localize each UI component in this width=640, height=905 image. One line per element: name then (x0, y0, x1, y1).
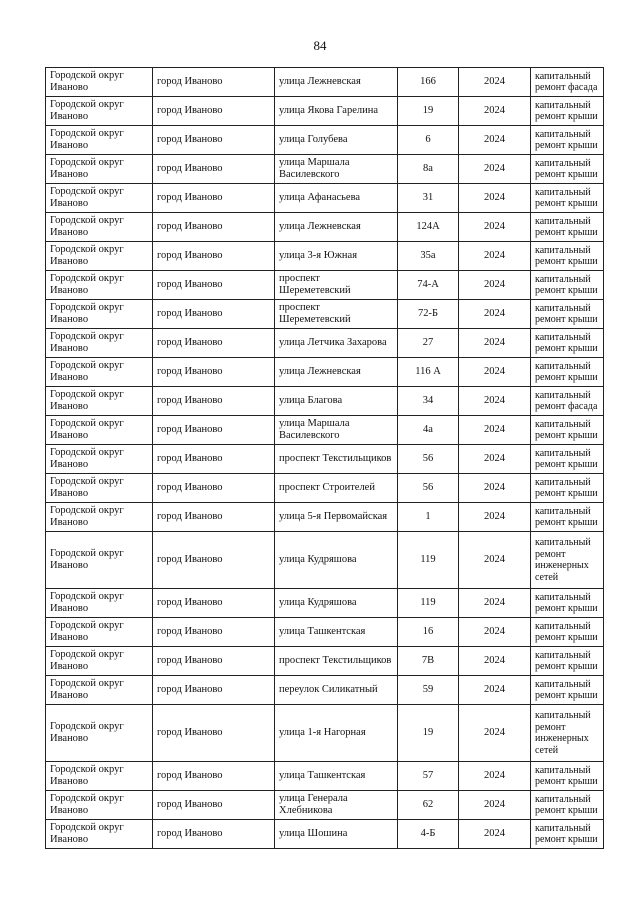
house-number-cell: 74-А (398, 271, 459, 300)
district-cell: Городской округ Иваново (46, 242, 153, 271)
house-number-cell: 19 (398, 705, 459, 762)
work-type-cell: капитальный ремонт крыши (531, 474, 604, 503)
year-cell: 2024 (459, 647, 531, 676)
house-number-cell: 34 (398, 387, 459, 416)
street-cell: улица Кудряшова (275, 589, 398, 618)
work-type-cell: капитальный ремонт крыши (531, 97, 604, 126)
table-row (46, 329, 604, 358)
street-cell: улица Кудряшова (275, 532, 398, 589)
year-cell: 2024 (459, 791, 531, 820)
work-type-cell: капитальный ремонт крыши (531, 762, 604, 791)
district-cell: Городской округ Иваново (46, 387, 153, 416)
year-cell: 2024 (459, 68, 531, 97)
work-type-cell: капитальный ремонт крыши (531, 184, 604, 213)
work-type-cell: капитальный ремонт крыши (531, 242, 604, 271)
table-row (46, 387, 604, 416)
house-number-cell: 19 (398, 97, 459, 126)
street-cell: улица Якова Гарелина (275, 97, 398, 126)
district-cell: Городской округ Иваново (46, 184, 153, 213)
table-row (46, 416, 604, 445)
city-cell: город Иваново (153, 676, 275, 705)
year-cell: 2024 (459, 820, 531, 849)
district-cell: Городской округ Иваново (46, 618, 153, 647)
house-number-cell: 56 (398, 445, 459, 474)
city-cell: город Иваново (153, 97, 275, 126)
street-cell: улица Лежневская (275, 358, 398, 387)
city-cell: город Иваново (153, 618, 275, 647)
street-cell: улица Маршала Василевского (275, 416, 398, 445)
house-number-cell: 56 (398, 474, 459, 503)
work-type-cell: капитальный ремонт крыши (531, 647, 604, 676)
table-row (46, 647, 604, 676)
district-cell: Городской округ Иваново (46, 589, 153, 618)
year-cell: 2024 (459, 213, 531, 242)
table-row (46, 589, 604, 618)
district-cell: Городской округ Иваново (46, 532, 153, 589)
table-row (46, 618, 604, 647)
year-cell: 2024 (459, 329, 531, 358)
year-cell: 2024 (459, 503, 531, 532)
house-number-cell: 119 (398, 589, 459, 618)
street-cell: улица Благова (275, 387, 398, 416)
work-type-cell: капитальный ремонт крыши (531, 126, 604, 155)
district-cell: Городской округ Иваново (46, 705, 153, 762)
city-cell: город Иваново (153, 271, 275, 300)
city-cell: город Иваново (153, 329, 275, 358)
district-cell: Городской округ Иваново (46, 271, 153, 300)
year-cell: 2024 (459, 676, 531, 705)
district-cell: Городской округ Иваново (46, 445, 153, 474)
city-cell: город Иваново (153, 820, 275, 849)
year-cell: 2024 (459, 387, 531, 416)
year-cell: 2024 (459, 705, 531, 762)
district-cell: Городской округ Иваново (46, 213, 153, 242)
work-type-cell: капитальный ремонт крыши (531, 820, 604, 849)
district-cell: Городской округ Иваново (46, 155, 153, 184)
street-cell: улица 1-я Нагорная (275, 705, 398, 762)
street-cell: улица Генерала Хлебникова (275, 791, 398, 820)
work-type-cell: капитальный ремонт крыши (531, 300, 604, 329)
city-cell: город Иваново (153, 68, 275, 97)
work-type-cell: капитальный ремонт крыши (531, 676, 604, 705)
street-cell: улица Маршала Василевского (275, 155, 398, 184)
street-cell: улица Лежневская (275, 68, 398, 97)
work-type-cell: капитальный ремонт крыши (531, 445, 604, 474)
city-cell: город Иваново (153, 647, 275, 676)
table-row (46, 271, 604, 300)
year-cell: 2024 (459, 532, 531, 589)
work-type-cell: капитальный ремонт крыши (531, 416, 604, 445)
street-cell: улица Голубева (275, 126, 398, 155)
year-cell: 2024 (459, 589, 531, 618)
work-type-cell: капитальный ремонт крыши (531, 213, 604, 242)
work-type-cell: капитальный ремонт фасада (531, 68, 604, 97)
table-row (46, 300, 604, 329)
work-type-cell: капитальный ремонт крыши (531, 358, 604, 387)
city-cell: город Иваново (153, 358, 275, 387)
street-cell: проспект Текстильщиков (275, 647, 398, 676)
year-cell: 2024 (459, 474, 531, 503)
district-cell: Городской округ Иваново (46, 820, 153, 849)
city-cell: город Иваново (153, 705, 275, 762)
table-row (46, 213, 604, 242)
district-cell: Городской округ Иваново (46, 503, 153, 532)
table-row (46, 155, 604, 184)
district-cell: Городской округ Иваново (46, 676, 153, 705)
house-number-cell: 166 (398, 68, 459, 97)
house-number-cell: 116 А (398, 358, 459, 387)
street-cell: улица 5-я Первомайская (275, 503, 398, 532)
table-row (46, 68, 604, 97)
city-cell: город Иваново (153, 126, 275, 155)
table-row (46, 242, 604, 271)
city-cell: город Иваново (153, 791, 275, 820)
district-cell: Городской округ Иваново (46, 474, 153, 503)
district-cell: Городской округ Иваново (46, 329, 153, 358)
street-cell: проспект Текстильщиков (275, 445, 398, 474)
year-cell: 2024 (459, 416, 531, 445)
year-cell: 2024 (459, 300, 531, 329)
table-row (46, 97, 604, 126)
street-cell: переулок Силикатный (275, 676, 398, 705)
work-type-cell: капитальный ремонт крыши (531, 503, 604, 532)
city-cell: город Иваново (153, 213, 275, 242)
city-cell: город Иваново (153, 762, 275, 791)
year-cell: 2024 (459, 358, 531, 387)
city-cell: город Иваново (153, 445, 275, 474)
year-cell: 2024 (459, 184, 531, 213)
street-cell: улица 3-я Южная (275, 242, 398, 271)
street-cell: улица Летчика Захарова (275, 329, 398, 358)
house-number-cell: 4-Б (398, 820, 459, 849)
work-type-cell: капитальный ремонт крыши (531, 329, 604, 358)
house-number-cell: 8а (398, 155, 459, 184)
street-cell: проспект Строителей (275, 474, 398, 503)
work-type-cell: капитальный ремонт крыши (531, 791, 604, 820)
table-row (46, 532, 604, 589)
city-cell: город Иваново (153, 387, 275, 416)
year-cell: 2024 (459, 97, 531, 126)
city-cell: город Иваново (153, 155, 275, 184)
year-cell: 2024 (459, 762, 531, 791)
buildings-table (45, 67, 604, 849)
year-cell: 2024 (459, 445, 531, 474)
work-type-cell: капитальный ремонт крыши (531, 589, 604, 618)
year-cell: 2024 (459, 618, 531, 647)
table-row (46, 474, 604, 503)
work-type-cell: капитальный ремонт крыши (531, 271, 604, 300)
year-cell: 2024 (459, 155, 531, 184)
house-number-cell: 7В (398, 647, 459, 676)
house-number-cell: 35а (398, 242, 459, 271)
table-row (46, 126, 604, 155)
house-number-cell: 59 (398, 676, 459, 705)
table-row (46, 445, 604, 474)
city-cell: город Иваново (153, 242, 275, 271)
district-cell: Городской округ Иваново (46, 647, 153, 676)
work-type-cell: капитальный ремонт инженерных сетей (531, 705, 604, 762)
street-cell: улица Лежневская (275, 213, 398, 242)
house-number-cell: 31 (398, 184, 459, 213)
table-row (46, 503, 604, 532)
table-row (46, 184, 604, 213)
city-cell: город Иваново (153, 416, 275, 445)
house-number-cell: 124А (398, 213, 459, 242)
city-cell: город Иваново (153, 589, 275, 618)
table-row (46, 762, 604, 791)
house-number-cell: 27 (398, 329, 459, 358)
district-cell: Городской округ Иваново (46, 126, 153, 155)
work-type-cell: капитальный ремонт крыши (531, 618, 604, 647)
year-cell: 2024 (459, 126, 531, 155)
work-type-cell: капитальный ремонт крыши (531, 155, 604, 184)
city-cell: город Иваново (153, 503, 275, 532)
street-cell: улица Шошина (275, 820, 398, 849)
house-number-cell: 4а (398, 416, 459, 445)
work-type-cell: капитальный ремонт фасада (531, 387, 604, 416)
house-number-cell: 6 (398, 126, 459, 155)
district-cell: Городской округ Иваново (46, 68, 153, 97)
table-row (46, 705, 604, 762)
city-cell: город Иваново (153, 532, 275, 589)
house-number-cell: 1 (398, 503, 459, 532)
street-cell: улица Афанасьева (275, 184, 398, 213)
table-row (46, 358, 604, 387)
work-type-cell: капитальный ремонт инженерных сетей (531, 532, 604, 589)
district-cell: Городской округ Иваново (46, 97, 153, 126)
street-cell: проспект Шереметевский (275, 300, 398, 329)
house-number-cell: 119 (398, 532, 459, 589)
district-cell: Городской округ Иваново (46, 791, 153, 820)
city-cell: город Иваново (153, 300, 275, 329)
street-cell: улица Ташкентская (275, 762, 398, 791)
page-number: 84 (313, 38, 327, 53)
table-row (46, 676, 604, 705)
house-number-cell: 57 (398, 762, 459, 791)
table-body (46, 68, 604, 849)
year-cell: 2024 (459, 242, 531, 271)
table-row (46, 820, 604, 849)
city-cell: город Иваново (153, 184, 275, 213)
district-cell: Городской округ Иваново (46, 300, 153, 329)
district-cell: Городской округ Иваново (46, 358, 153, 387)
city-cell: город Иваново (153, 474, 275, 503)
street-cell: улица Ташкентская (275, 618, 398, 647)
year-cell: 2024 (459, 271, 531, 300)
district-cell: Городской округ Иваново (46, 762, 153, 791)
district-cell: Городской округ Иваново (46, 416, 153, 445)
street-cell: проспект Шереметевский (275, 271, 398, 300)
house-number-cell: 72-Б (398, 300, 459, 329)
house-number-cell: 16 (398, 618, 459, 647)
house-number-cell: 62 (398, 791, 459, 820)
table-row (46, 791, 604, 820)
